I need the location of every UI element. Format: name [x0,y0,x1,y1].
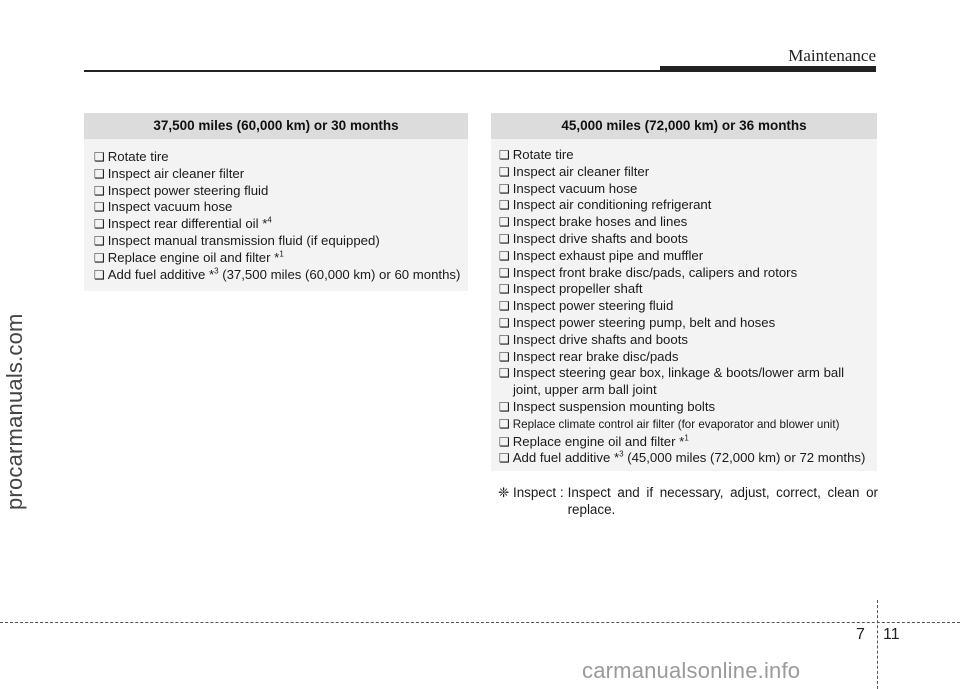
checklist-item [499,365,873,399]
checkbox-icon: ❑ [499,332,510,347]
checklist-item [94,250,462,267]
footnote-marker: 1 [684,433,689,443]
header-rule-accent [660,66,876,72]
checkbox-icon: ❑ [499,231,510,246]
item-text: Inspect vacuum hose [107,199,233,215]
checklist-item [499,231,873,248]
item-text: Inspect rear brake disc/pads [512,348,679,364]
checkbox-icon: ❑ [499,164,510,179]
checklist-item [499,281,873,298]
footer-divider [877,600,878,689]
checkbox-icon: ❑ [94,233,105,248]
item-interval: (45,000 miles (72,000 km) or 72 months) [627,450,866,466]
checkbox-icon: ❑ [94,183,105,198]
checkbox-icon: ❑ [499,299,510,314]
checklist-item [499,434,873,451]
panel-title: 37,500 miles (60,000 km) or 30 months [84,113,468,139]
item-text-continued: joint, upper arm ball joint [513,382,657,398]
item-text: Inspect drive shafts and boots [512,331,688,347]
checkbox-icon: ❑ [499,282,510,297]
checkbox-icon: ❑ [94,150,105,164]
checkbox-icon: ❑ [499,399,510,414]
checklist-item [499,450,873,467]
item-text: Inspect propeller shaft [512,281,643,297]
item-text: Inspect suspension mounting bolts [512,398,716,414]
checklist-item [499,147,873,164]
checklist-item [499,315,873,332]
checklist [491,139,877,467]
checkbox-icon: ❑ [499,198,510,213]
item-text: Inspect exhaust pipe and muffler [512,247,704,263]
checklist-item [499,399,873,416]
checklist-item [94,216,462,233]
checklist-item [499,265,873,282]
item-text: Inspect air cleaner filter [512,163,650,179]
checkbox-icon: ❑ [499,315,510,330]
footnote-marker: 3 [214,266,219,276]
item-text: Replace climate control air filter (for evaporator and blower unit) [512,417,840,431]
checkbox-icon: ❑ [94,217,105,232]
item-text: Inspect brake hoses and lines [512,214,688,230]
item-text: Inspect front brake disc/pads, calipers and rotors [512,264,798,280]
checklist-item [94,166,462,183]
checkbox-icon: ❑ [499,215,510,230]
checkbox-icon: ❑ [94,267,105,282]
checklist-item [94,199,462,216]
chapter-number: 7 [856,626,865,643]
page-number: 11 [883,626,900,643]
checklist-item [94,183,462,200]
checklist-item [499,298,873,315]
section-title: Maintenance [788,46,876,65]
checklist-item [94,233,462,250]
item-text: Inspect air cleaner filter [107,165,245,181]
note-symbol-icon: ❈ [498,485,510,500]
checklist [84,139,468,283]
item-text: Inspect power steering pump, belt and hoses [512,314,776,330]
checklist-item [94,267,462,284]
item-text: Inspect power steering fluid [512,298,674,314]
inspect-note [498,484,878,518]
bottom-watermark: carmanualsonline.info [582,658,801,683]
item-text: Replace engine oil and filter * [512,433,685,449]
checklist-item [499,181,873,198]
note-label: ❈ Inspect : [498,485,564,500]
item-interval: (37,500 miles (60,000 km) or 60 months) [222,266,461,282]
side-watermark: procarmanuals.com [2,313,27,510]
item-text: Add fuel additive * [512,450,620,466]
footnote-marker: 3 [619,449,624,459]
checkbox-icon: ❑ [499,265,510,280]
item-text: Inspect vacuum hose [512,180,638,196]
checkbox-icon: ❑ [499,349,510,364]
item-text: Rotate tire [107,149,169,164]
item-text: Add fuel additive * [107,266,215,282]
footnote-marker: 4 [267,215,272,225]
item-text: Inspect drive shafts and boots [512,230,688,246]
item-text: Inspect steering gear box, linkage & boots/lower arm ball [512,365,845,381]
checkbox-icon: ❑ [499,434,510,449]
schedule-panel-37500 [84,113,468,291]
checklist-item [499,197,873,214]
item-text: Inspect manual transmission fluid (if equipped) [107,232,380,248]
checkbox-icon: ❑ [499,451,510,466]
checkbox-icon: ❑ [94,250,105,265]
schedule-panel-45000 [491,113,877,471]
footnote-marker: 1 [279,249,284,259]
checklist-item [499,248,873,265]
item-text: Inspect power steering fluid [107,182,269,198]
item-text: Inspect air conditioning refrigerant [512,197,712,213]
checklist-item [94,149,462,166]
checkbox-icon: ❑ [499,248,510,263]
checkbox-icon: ❑ [499,181,510,196]
checklist-item [499,349,873,366]
checkbox-icon: ❑ [94,200,105,215]
checklist-item [499,214,873,231]
checkbox-icon: ❑ [499,148,510,162]
footer-rule [0,622,960,623]
item-text: Inspect rear differential oil * [107,216,268,232]
checkbox-icon: ❑ [499,366,510,381]
checklist-item [499,164,873,181]
checkbox-icon: ❑ [94,166,105,181]
item-text: Replace engine oil and filter * [107,249,280,265]
header-rule [84,70,660,72]
checkbox-icon: ❑ [499,416,510,431]
item-text: Rotate tire [512,147,574,162]
note-text: Inspect and if necessary, adjust, correct, clean or replace. [567,485,878,517]
checklist-item [499,332,873,349]
panel-title: 45,000 miles (72,000 km) or 36 months [491,113,877,139]
checklist-item [499,416,873,434]
